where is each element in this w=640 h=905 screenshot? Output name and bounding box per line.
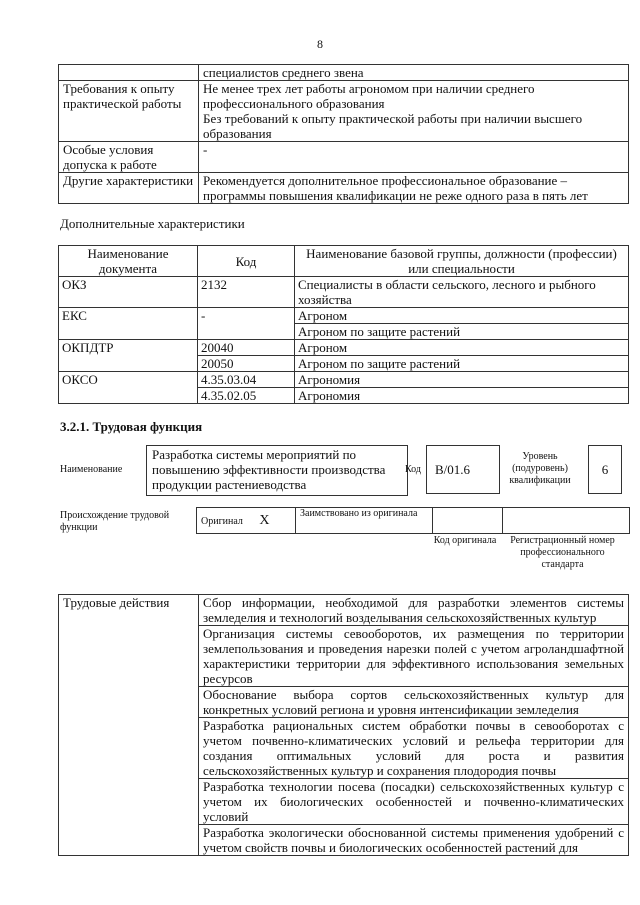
- action-item: Разработка рациональных систем обработки почвы в севооборотах с учетом почвенно-климатических условий и рельефа территории для создания оптимальных условий для роста и развития сельскохозяйственных культур и сохранения плодородия почвы: [199, 718, 629, 779]
- code-label: Код: [405, 464, 421, 475]
- actions-label: Трудовые действия: [59, 595, 199, 856]
- cell-doc: ОКЗ: [59, 277, 198, 308]
- reg-number-cell: [503, 508, 630, 534]
- action-item: Разработка технологии посева (посадки) сельскохозяйственных культур с учетом их биологических особенностей и почвенно-климатических условий: [199, 779, 629, 825]
- action-item: Сбор информации, необходимой для разработки элементов системы земледелия и технологий возделывания сельскохозяйственных культур: [199, 595, 629, 626]
- section-title: 3.2.1. Трудовая функция: [60, 419, 203, 434]
- qualification-requirements-table: [58, 64, 629, 204]
- value-line: Не менее трех лет работы агрономом при наличии среднего профессионального образования: [203, 81, 535, 111]
- reg-number-label: Регистрационный номер профессионального стандарта: [510, 535, 615, 570]
- table-header-row: [59, 246, 629, 277]
- cell-name: Агроном: [295, 308, 629, 324]
- orig-code-cell: [433, 508, 503, 534]
- additional-characteristics-table: [58, 245, 629, 404]
- cell-code: 4.35.03.04: [198, 372, 295, 388]
- table-row: [59, 277, 629, 308]
- original-mark[interactable]: X: [259, 512, 270, 528]
- function-name-box: Разработка системы мероприятий по повышению эффективности производства продукции растениеводства: [146, 445, 408, 496]
- header-document: Наименование документа: [59, 246, 198, 277]
- origin-label: Происхождение трудовой функции: [60, 510, 170, 533]
- level-value-box: 6: [588, 445, 622, 494]
- cell-name: Агроном по защите растений: [295, 356, 629, 372]
- row-label: Особые условия допуска к работе: [59, 142, 199, 173]
- action-item: Обоснование выбора сортов сельскохозяйственных культур для конкретных условий региона и уровня интенсификации земледелия: [199, 687, 629, 718]
- cell-doc: ОКПДТР: [59, 340, 198, 372]
- orig-code-label: Код оригинала: [433, 535, 497, 546]
- cell-name: Агрономия: [295, 372, 629, 388]
- additional-characteristics-title: Дополнительные характеристики: [60, 216, 245, 231]
- labor-actions-table: [58, 594, 629, 856]
- table-row: [59, 142, 629, 173]
- level-label: Уровень (подуровень) квалификации: [509, 451, 571, 486]
- table-row: [59, 81, 629, 142]
- function-code-box: B/01.6: [426, 445, 500, 494]
- cell-name: Специалисты в области сельского, лесного и рыбного хозяйства: [295, 277, 629, 308]
- table-row: [59, 372, 629, 388]
- cell-code: 4.35.02.05: [198, 388, 295, 404]
- value-line: Без требований к опыту практической работы при наличии высшего образования: [203, 111, 583, 141]
- table-row: [59, 173, 629, 204]
- table-row: [59, 308, 629, 324]
- cell-code: 2132: [198, 277, 295, 308]
- origin-table: [196, 507, 630, 534]
- action-item: Организация системы севооборотов, их размещения по территории землепользования и проведения нарезки полей с учетом агроландшафтной характеристики территории для эффективного использования земельных ресурсов: [199, 626, 629, 687]
- table-row: [59, 65, 629, 81]
- page-number: 8: [317, 37, 323, 51]
- cell-code: 20040: [198, 340, 295, 356]
- row-label: Другие характеристики: [59, 173, 199, 204]
- header-code: Код: [198, 246, 295, 277]
- original-cell: [197, 508, 296, 534]
- row-value: -: [199, 142, 629, 173]
- header-name: Наименование базовой группы, должности (профессии) или специальности: [295, 246, 629, 277]
- name-label: Наименование: [60, 464, 123, 475]
- table-row: [59, 595, 629, 626]
- cell-code: 20050: [198, 356, 295, 372]
- row-value: [199, 81, 629, 142]
- row-value: специалистов среднего звена: [199, 65, 629, 81]
- action-item: Разработка экологически обоснованной системы применения удобрений с учетом свойств почвы и биологических особенностей растений для: [199, 825, 629, 856]
- cell-doc: ОКСО: [59, 372, 198, 404]
- cell-name: Агрономия: [295, 388, 629, 404]
- cell-doc: ЕКС: [59, 308, 198, 340]
- cell-code: -: [198, 308, 295, 340]
- borrowed-cell[interactable]: Заимствовано из оригинала: [296, 508, 433, 534]
- cell-name: Агроном по защите растений: [295, 324, 629, 340]
- table-row: [59, 340, 629, 356]
- row-label: Требования к опыту практической работы: [59, 81, 199, 142]
- row-label: [59, 65, 199, 81]
- row-value: Рекомендуется дополнительное профессиональное образование – программы повышения квалификации не реже одного раза в пять лет: [199, 173, 629, 204]
- original-label: Оригинал: [201, 515, 243, 527]
- cell-name: Агроном: [295, 340, 629, 356]
